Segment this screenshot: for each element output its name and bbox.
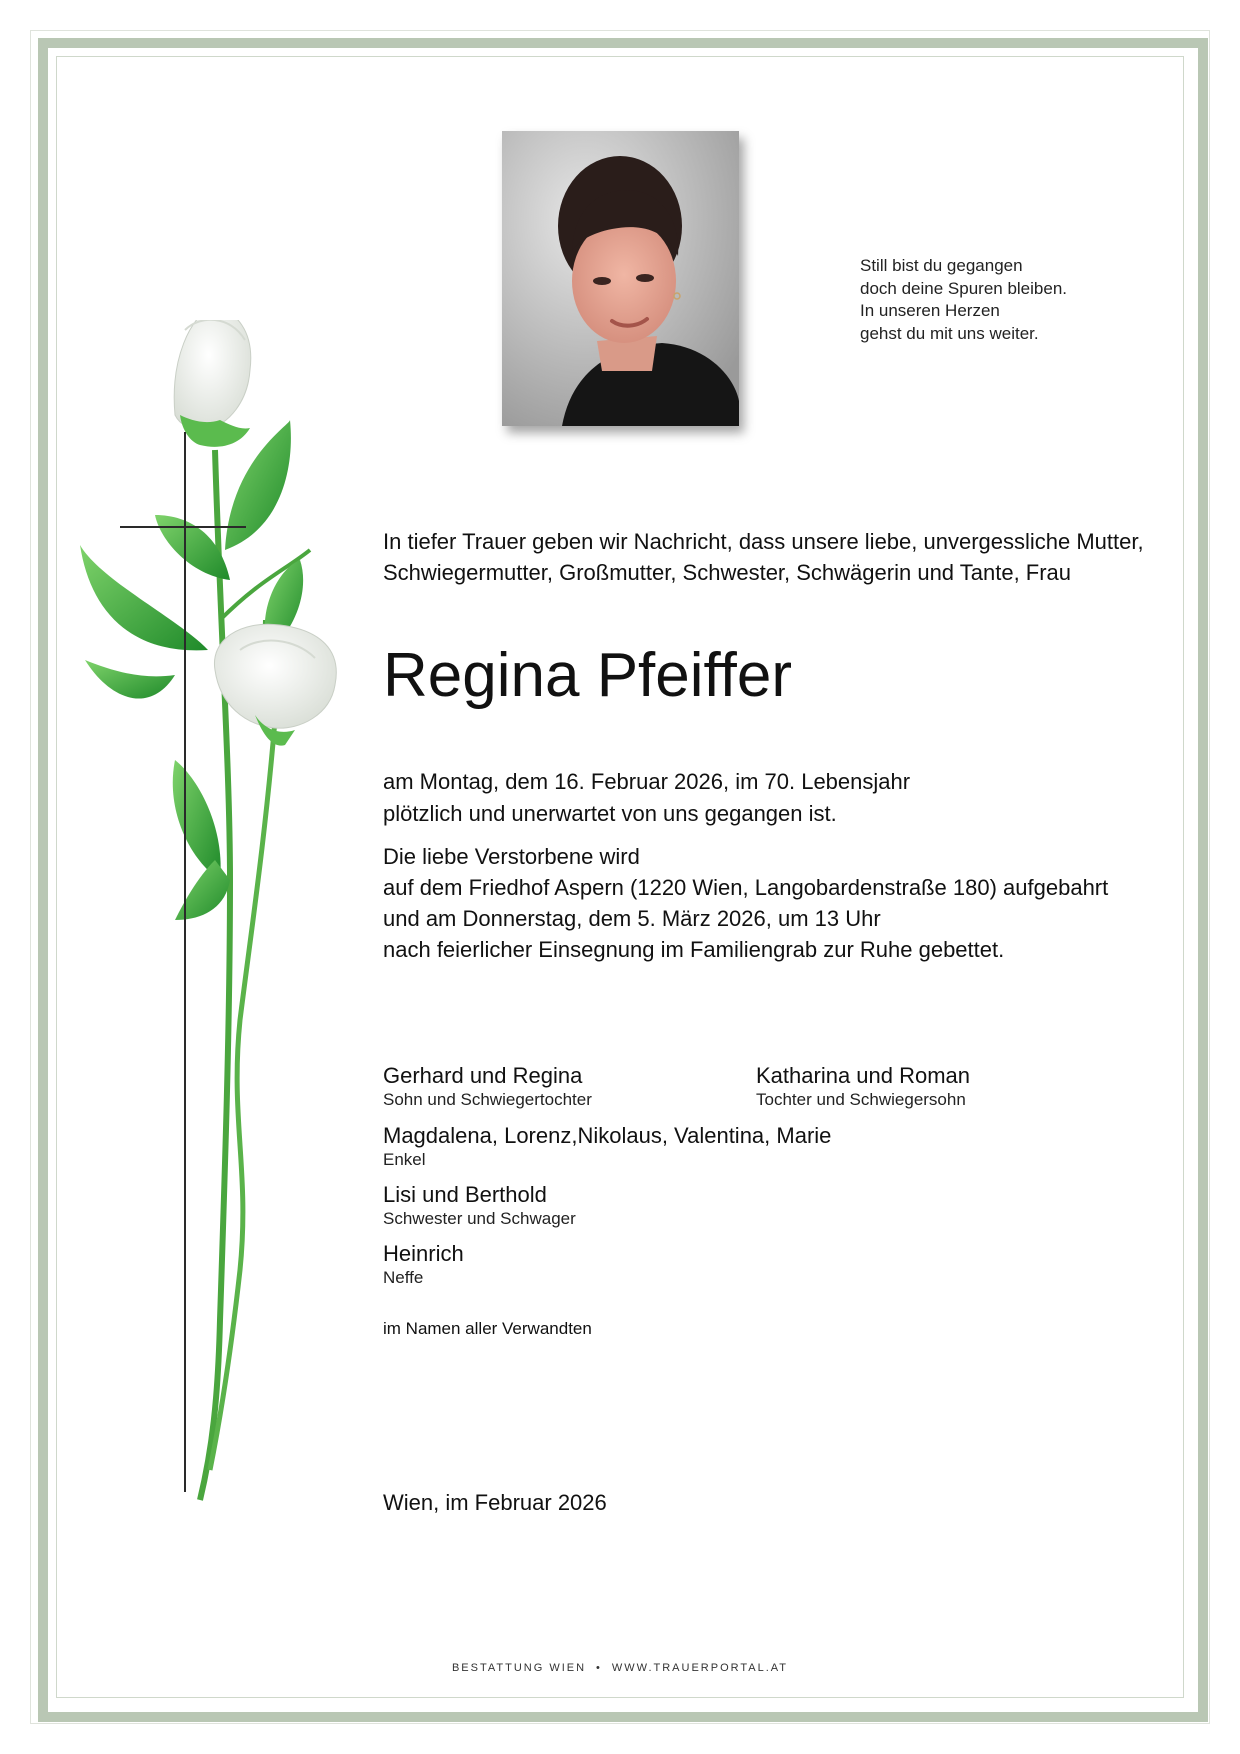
mourner-entry [383,1241,464,1289]
mourner-relation: Tochter und Schwiegersohn [756,1090,966,1109]
death-line: am Montag, dem 16. Februar 2026, im 70. Lebensjahr [383,769,911,794]
funeral-line: auf dem Friedhof Aspern (1220 Wien, Langobardenstraße 180) aufgebahrt [383,875,1109,900]
portrait-photo-frame [502,131,739,426]
footer-company: BESTATTUNG WIEN [451,1662,587,1674]
mourner-relation: Enkel [383,1150,426,1169]
mourner-name: Katharina und Roman [756,1063,971,1088]
intro-text [383,526,1144,588]
footer-separator: • [596,1662,602,1674]
mourner-entry [383,1123,831,1171]
mourner-name: Gerhard und Regina [383,1063,583,1088]
cross-horizontal [120,526,246,528]
mourner-entry [756,1063,970,1111]
cross-vertical [184,432,186,1492]
white-rose-illustration [80,320,370,1520]
deceased-name: Regina Pfeiffer [383,641,792,710]
mourner-relation: Neffe [383,1268,424,1287]
death-line: plötzlich und unerwartet von uns gegangen ist. [383,801,837,826]
mourner-name: Magdalena, Lorenz,Nikolaus, Valentina, Marie [383,1123,832,1148]
portrait-photo [502,131,739,426]
mourner-relation: Schwester und Schwager [383,1209,576,1228]
death-info [383,766,910,830]
funeral-line: nach feierlicher Einsegnung im Familiengrab zur Ruhe gebettet. [383,937,1005,962]
mourner-relation: Sohn und Schwiegertochter [383,1090,592,1109]
mourner-name: Heinrich [383,1241,464,1266]
poem-line: Still bist du gegangen [860,256,1023,275]
intro-line: In tiefer Trauer geben wir Nachricht, dass unsere liebe, unvergessliche Mutter, [383,529,1144,554]
footer [0,1662,1240,1674]
relatives-note: im Namen aller Verwandten [383,1319,592,1338]
funeral-line: Die liebe Verstorbene wird [383,844,640,869]
poem-line: gehst du mit uns weiter. [860,323,1039,343]
funeral-line: und am Donnerstag, dem 5. März 2026, um 13 Uhr [383,906,881,931]
poem-line: In unseren Herzen [860,301,1000,320]
mourner-entry [383,1063,592,1111]
mourner-name: Lisi und Berthold [383,1182,547,1207]
poem [860,255,1067,345]
intro-line: Schwiegermutter, Großmutter, Schwester, Schwägerin und Tante, Frau [383,560,1072,585]
poem-line: doch deine Spuren bleiben. [860,278,1067,298]
footer-website: WWW.TRAUERPORTAL.AT [611,1662,789,1674]
funeral-info [383,841,1108,965]
closing-place-date: Wien, im Februar 2026 [383,1490,607,1515]
mourner-entry [383,1182,576,1230]
